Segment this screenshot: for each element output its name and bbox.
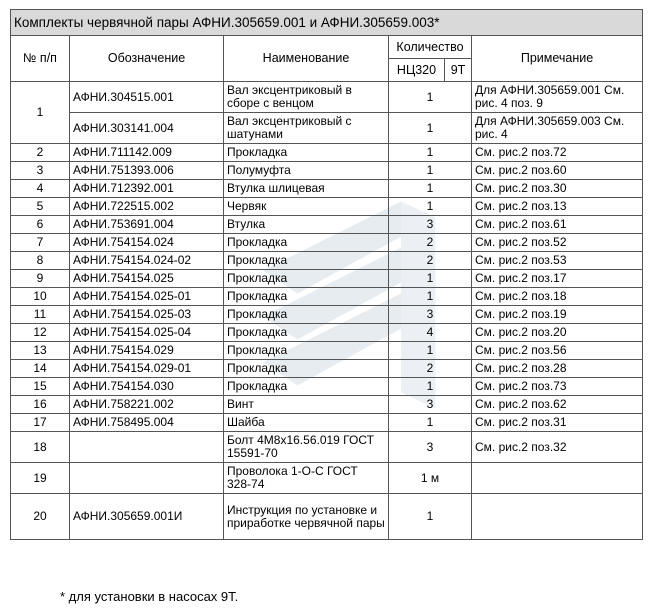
table-row	[11, 306, 643, 324]
cell-num: 5	[11, 198, 70, 216]
cell-num: 6	[11, 216, 70, 234]
table-row	[11, 378, 643, 396]
cell-designation: АФНИ.303141.004	[70, 113, 224, 144]
cell-qty: 1	[389, 378, 472, 396]
table-row	[11, 463, 643, 494]
table-row	[11, 216, 643, 234]
cell-num: 13	[11, 342, 70, 360]
cell-designation: АФНИ.754154.029-01	[70, 360, 224, 378]
cell-name: Прокладка	[224, 378, 389, 396]
cell-qty: 3	[389, 306, 472, 324]
table-row	[11, 113, 643, 144]
cell-qty: 4	[389, 324, 472, 342]
cell-name: Прокладка	[224, 324, 389, 342]
cell-num: 10	[11, 288, 70, 306]
table-row	[11, 82, 643, 113]
table-row	[11, 198, 643, 216]
cell-num: 16	[11, 396, 70, 414]
table-row	[11, 252, 643, 270]
cell-note: Для АФНИ.305659.003 См. рис. 4	[472, 113, 643, 144]
cell-designation: АФНИ.712392.001	[70, 180, 224, 198]
table-row	[11, 270, 643, 288]
cell-note: См. рис.2 поз.62	[472, 396, 643, 414]
cell-qty: 2	[389, 234, 472, 252]
cell-num: 3	[11, 162, 70, 180]
cell-qty: 1	[389, 113, 472, 144]
cell-designation: АФНИ.758221.002	[70, 396, 224, 414]
cell-note: См. рис.2 поз.53	[472, 252, 643, 270]
cell-note: См. рис.2 поз.19	[472, 306, 643, 324]
cell-num: 9	[11, 270, 70, 288]
cell-name: Шайба	[224, 414, 389, 432]
cell-name: Полумуфта	[224, 162, 389, 180]
cell-note: Для АФНИ.305659.001 См. рис. 4 поз. 9	[472, 82, 643, 113]
cell-name: Прокладка	[224, 252, 389, 270]
cell-qty: 1	[389, 198, 472, 216]
table-title: Комплекты червячной пары АФНИ.305659.001 и АФНИ.305659.003*	[11, 10, 643, 36]
table-row	[11, 360, 643, 378]
cell-num: 8	[11, 252, 70, 270]
table-row	[11, 432, 643, 463]
spec-table	[10, 9, 643, 540]
header-qty-9t: 9Т	[445, 59, 472, 82]
cell-name: Вал эксцентриковый в сборе с венцом	[224, 82, 389, 113]
cell-qty: 1	[389, 342, 472, 360]
cell-name: Винт	[224, 396, 389, 414]
cell-designation: АФНИ.754154.025-03	[70, 306, 224, 324]
cell-name: Втулка шлицевая	[224, 180, 389, 198]
cell-qty: 1	[389, 494, 472, 540]
cell-designation: АФНИ.754154.030	[70, 378, 224, 396]
cell-designation: АФНИ.305659.001И	[70, 494, 224, 540]
cell-designation: АФНИ.751393.006	[70, 162, 224, 180]
table-row	[11, 414, 643, 432]
header-qty-nc320: НЦ320	[389, 59, 445, 82]
cell-num: 18	[11, 432, 70, 463]
cell-qty: 3	[389, 216, 472, 234]
cell-note: См. рис.2 поз.32	[472, 432, 643, 463]
table-row	[11, 144, 643, 162]
table-row	[11, 180, 643, 198]
header-note: Примечание	[472, 36, 643, 82]
cell-note: См. рис.2 поз.28	[472, 360, 643, 378]
cell-note: См. рис.2 поз.17	[472, 270, 643, 288]
cell-name: Прокладка	[224, 144, 389, 162]
cell-num: 19	[11, 463, 70, 494]
header-num: № п/п	[11, 36, 70, 82]
cell-note: См. рис.2 поз.31	[472, 414, 643, 432]
cell-designation: АФНИ.754154.024-02	[70, 252, 224, 270]
cell-qty: 1 м	[389, 463, 472, 494]
cell-note: См. рис.2 поз.73	[472, 378, 643, 396]
cell-num: 11	[11, 306, 70, 324]
cell-qty: 3	[389, 432, 472, 463]
cell-name: Прокладка	[224, 234, 389, 252]
cell-qty: 3	[389, 396, 472, 414]
cell-name: Прокладка	[224, 306, 389, 324]
cell-note: См. рис.2 поз.52	[472, 234, 643, 252]
cell-name: Прокладка	[224, 270, 389, 288]
cell-designation: АФНИ.754154.024	[70, 234, 224, 252]
cell-note: См. рис.2 поз.13	[472, 198, 643, 216]
table-row	[11, 342, 643, 360]
cell-num: 14	[11, 360, 70, 378]
cell-name: Болт 4М8х16.56.019 ГОСТ 15591-70	[224, 432, 389, 463]
header-name: Наименование	[224, 36, 389, 82]
cell-name: Инструкция по установке и приработке червячной пары	[224, 494, 389, 540]
cell-note: См. рис.2 поз.20	[472, 324, 643, 342]
cell-note: См. рис.2 поз.18	[472, 288, 643, 306]
cell-note: См. рис.2 поз.61	[472, 216, 643, 234]
cell-qty: 1	[389, 180, 472, 198]
header-designation: Обозначение	[70, 36, 224, 82]
cell-name: Червяк	[224, 198, 389, 216]
cell-qty: 1	[389, 414, 472, 432]
cell-num: 20	[11, 494, 70, 540]
cell-name: Прокладка	[224, 288, 389, 306]
cell-name: Проволока 1-О-С ГОСТ 328-74	[224, 463, 389, 494]
table-row	[11, 162, 643, 180]
cell-qty: 2	[389, 360, 472, 378]
cell-note: См. рис.2 поз.72	[472, 144, 643, 162]
cell-designation: АФНИ.722515.002	[70, 198, 224, 216]
cell-num: 17	[11, 414, 70, 432]
cell-num: 12	[11, 324, 70, 342]
cell-qty: 2	[389, 252, 472, 270]
cell-name: Прокладка	[224, 342, 389, 360]
cell-qty: 1	[389, 144, 472, 162]
cell-qty: 1	[389, 82, 472, 113]
cell-designation: АФНИ.754154.029	[70, 342, 224, 360]
header-quantity: Количество	[389, 36, 472, 59]
cell-note	[472, 463, 643, 494]
cell-designation	[70, 463, 224, 494]
table-row	[11, 324, 643, 342]
cell-num: 7	[11, 234, 70, 252]
cell-designation: АФНИ.753691.004	[70, 216, 224, 234]
table-row	[11, 288, 643, 306]
cell-designation: АФНИ.304515.001	[70, 82, 224, 113]
cell-num: 4	[11, 180, 70, 198]
cell-note: См. рис.2 поз.56	[472, 342, 643, 360]
cell-name: Вал эксцентриковый с шатунами	[224, 113, 389, 144]
cell-qty: 1	[389, 162, 472, 180]
table-row	[11, 234, 643, 252]
footnote: * для установки в насосах 9Т.	[60, 589, 239, 604]
cell-qty: 1	[389, 288, 472, 306]
cell-num: 1	[11, 82, 70, 144]
cell-name: Втулка	[224, 216, 389, 234]
cell-designation: АФНИ.754154.025-04	[70, 324, 224, 342]
cell-note	[472, 494, 643, 540]
cell-designation: АФНИ.754154.025-01	[70, 288, 224, 306]
cell-note: См. рис.2 поз.30	[472, 180, 643, 198]
table-row	[11, 396, 643, 414]
cell-note: См. рис.2 поз.60	[472, 162, 643, 180]
cell-num: 15	[11, 378, 70, 396]
cell-designation: АФНИ.711142.009	[70, 144, 224, 162]
cell-num: 2	[11, 144, 70, 162]
cell-designation	[70, 432, 224, 463]
cell-qty: 1	[389, 270, 472, 288]
cell-designation: АФНИ.754154.025	[70, 270, 224, 288]
cell-designation: АФНИ.758495.004	[70, 414, 224, 432]
table-row	[11, 494, 643, 540]
cell-name: Прокладка	[224, 360, 389, 378]
